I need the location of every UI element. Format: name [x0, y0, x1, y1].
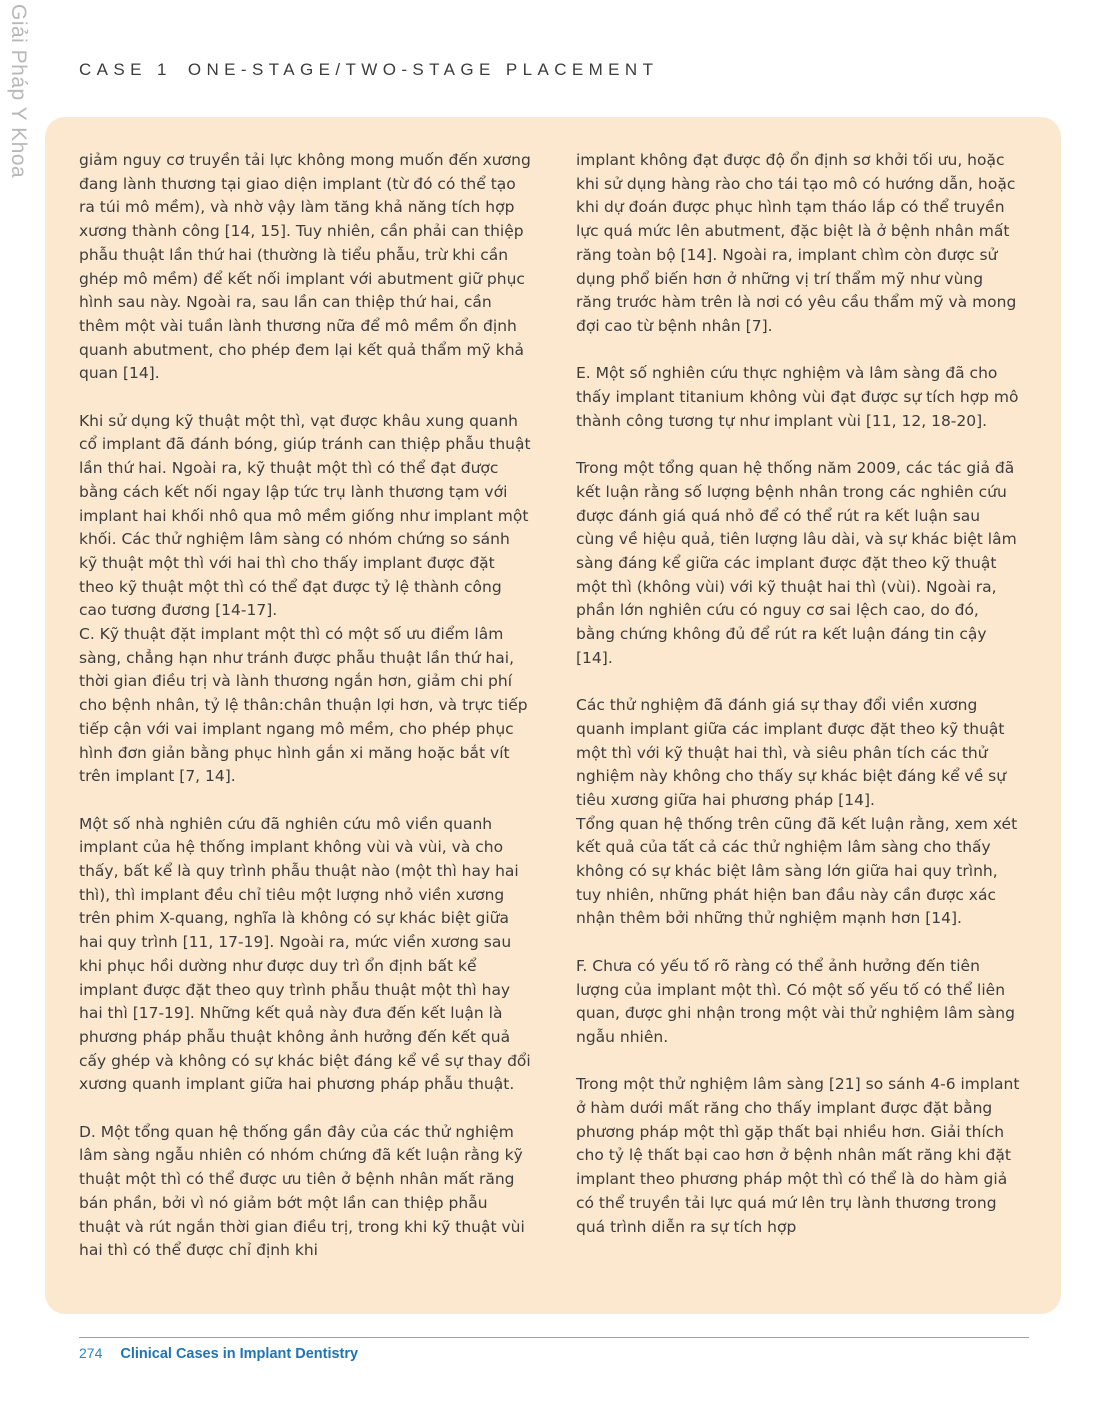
- paragraph: Trong một thử nghiệm lâm sàng [21] so sánh 4-6 implant ở hàm dưới mất răng cho thấy implant được đặt bằng phương pháp một thì gặp thất bại nhiều hơn. Giải thích cho tỷ lệ thất bại cao hơn ở bệnh nhân mất răng khi đặt implant theo phương pháp một thì có thể là do hàm giả có thể truyền tải lực quá mứ lên trụ lành thương trong quá trình diễn ra sự tích hợp: [576, 1075, 1020, 1236]
- watermark-text: Giải Pháp Y Khoa: [7, 4, 30, 179]
- paragraph: C. Kỹ thuật đặt implant một thì có một số ưu điểm lâm sàng, chẳng hạn như tránh được phẫu thuật lần thứ hai, thời gian điều trị và lành thương ngắn hơn, giảm chi phí cho bệnh nhân, tỷ lệ thân:chân thuận lợi hơn, và trực tiếp tiếp cận với vai implant ngang mô mềm, cho phép phục hình đơn giản bằng phục hình gắn xi măng hoặc bắt vít trên implant [7, 14].: [79, 625, 528, 786]
- paragraph: giảm nguy cơ truyền tải lực không mong muốn đến xương đang lành thương tại giao diện implant (từ đó có thể tạo ra túi mô mềm), và nhờ vậy làm tăng khả năng tích hợp xương thành công [14, 15]. Tuy nhiên, cần phải can thiệp phẫu thuật lần thứ hai (thường là tiểu phẫu, trừ khi cần ghép mô mềm) để kết nối implant với abutment giữ phục hình sau này. Ngoài ra, sau lần can thiệp thứ hai, cần thêm một vài tuần lành thương nữa để mô mềm ổn định quanh abutment, cho phép đem lại kết quả thẩm mỹ khả quan [14].: [79, 151, 531, 383]
- paragraph: Trong một tổng quan hệ thống năm 2009, các tác giả đã kết luận rằng số lượng bệnh nhân trong các nghiên cứu được đánh giá quá nhỏ để có thể rút ra kết luận sau cùng về hiệu quả, tiên lượng lâu dài, và sự khác biệt lâm sàng đáng kể giữa các implant được đặt theo kỹ thuật một thì (không vùi) với kỹ thuật hai thì (vùi). Ngoài ra, phần lớn nghiên cứu có nguy cơ sai lệch cao, do đó, bằng chứng không đủ để rút ra kết luận đáng tin cậy [14].: [576, 459, 1017, 667]
- paragraph: Một số nhà nghiên cứu đã nghiên cứu mô viền quanh implant của hệ thống implant không vùi và vùi, và cho thấy, bất kể là quy trình phẫu thuật nào (một thì hay hai thì), thì implant đều chỉ tiêu một lượng nhỏ viền xương trên phim X-quang, nghĩa là không có sự khác biệt giữa hai quy trình [11, 17-19]. Ngoài ra, mức viền xương sau khi phục hồi dường như được duy trì ổn định bất kể implant được đặt theo quy trình phẫu thuật một thì hay hai thì [17-19]. Những kết quả này đưa đến kết luận là phương pháp phẫu thuật không ảnh hưởng đến kết quả cấy ghép và không có sự khác biệt đáng kể về sự thay đổi xương quanh implant giữa hai phương pháp phẫu thuật.: [79, 814, 531, 1094]
- watermark: [2, 0, 32, 180]
- page-footer: [79, 1345, 358, 1362]
- case-label: CASE 1: [79, 60, 172, 79]
- paragraph: Các thử nghiệm đã đánh giá sự thay đổi viền xương quanh implant giữa các implant được đặt theo kỹ thuật một thì với kỹ thuật hai thì, và siêu phân tích các thử nghiệm này không cho thấy sự khác biệt đáng kể về sự tiêu xương giữa hai phương pháp [14].: [576, 696, 1007, 809]
- book-title: Clinical Cases in Implant Dentistry: [120, 1346, 359, 1362]
- right-column: [576, 149, 1021, 1239]
- paragraph: Khi sử dụng kỹ thuật một thì, vạt được khâu xung quanh cổ implant đã đánh bóng, giúp tránh can thiệp phẫu thuật lần thứ hai. Ngoài ra, kỹ thuật một thì có thể đạt được bằng cách kết nối ngay lập tức trụ lành thương tạm với implant hai khối nhô qua mô mềm giống như implant một khối. Các thử nghiệm lâm sàng có nhóm chứng so sánh kỹ thuật một thì với hai thì cho thấy implant được đặt theo kỹ thuật một thì có thể đạt được tỷ lệ thành công cao tương đương [14-17].: [79, 411, 531, 620]
- chapter-title: ONE-STAGE/TWO-STAGE PLACEMENT: [187, 60, 659, 79]
- page-number: 274: [79, 1345, 103, 1361]
- running-header: [79, 60, 658, 80]
- left-column: [79, 149, 531, 1263]
- paragraph: implant không đạt được độ ổn định sơ khởi tối ưu, hoặc khi sử dụng hàng rào cho tái tạo mô có hướng dẫn, hoặc khi dự đoán được phục hình tạm tháo lắp có thể truyền lực quá mức lên abutment, đặc biệt là ở bệnh nhân mất răng toàn bộ [14]. Ngoài ra, implant chìm còn được sử dụng phổ biến hơn ở những vị trí thẩm mỹ như vùng răng trước hàm trên là nơi có yêu cầu thẩm mỹ và mong đợi cao từ bệnh nhân [7].: [576, 151, 1017, 335]
- paragraph: D. Một tổng quan hệ thống gần đây của các thử nghiệm lâm sàng ngẫu nhiên có nhóm chứng đã kết luận rằng kỹ thuật một thì có thể được ưu tiên ở bệnh nhân mất răng bán phần, bởi vì nó giảm bớt một lần can thiệp phẫu thuật và rút ngắn thời gian điều trị, trong khi kỹ thuật vùi hai thì có thể được chỉ định khi: [79, 1122, 525, 1260]
- paragraph: Tổng quan hệ thống trên cũng đã kết luận rằng, xem xét kết quả của tất cả các thử nghiệm lâm sàng cho thấy không có sự khác biệt lâm sàng lớn giữa hai quy trình, tuy nhiên, những phát hiện ban đầu này cần được xác nhận thêm bởi những thử nghiệm mạnh hơn [14].: [576, 814, 1018, 928]
- footer-rule: [79, 1337, 1029, 1338]
- paragraph: E. Một số nghiên cứu thực nghiệm và lâm sàng đã cho thấy implant titanium không vùi đạt được sự tích hợp mô thành công tương tự như implant vùi [11, 12, 18-20].: [576, 364, 1019, 430]
- paragraph: F. Chưa có yếu tố rõ ràng có thể ảnh hưởng đến tiên lượng của implant một thì. Có một số yếu tố có thể liên quan, được ghi nhận trong một vài thử nghiệm lâm sàng ngẫu nhiên.: [576, 956, 1015, 1046]
